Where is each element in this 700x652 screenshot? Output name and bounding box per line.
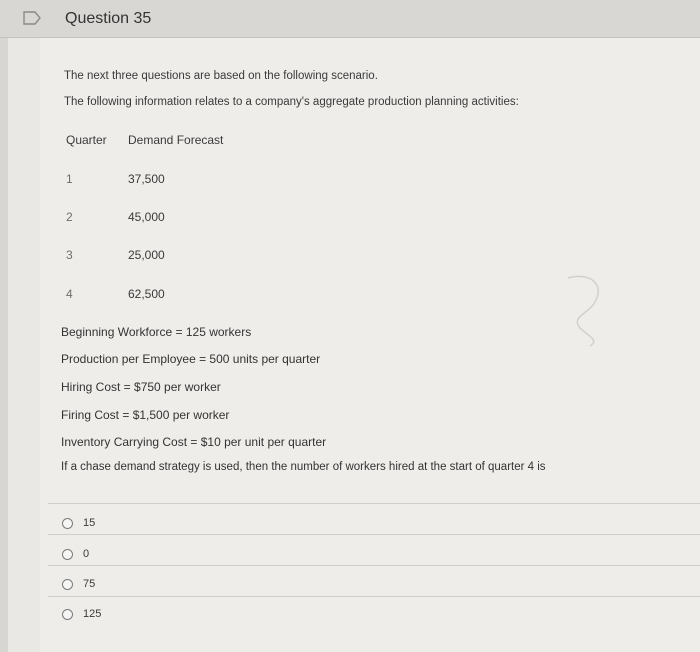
- option-label: 125: [83, 608, 102, 620]
- info-firing: Firing Cost = $1,500 per worker: [61, 408, 230, 422]
- answer-option[interactable]: [62, 546, 89, 562]
- info-inventory: Inventory Carrying Cost = $10 per unit per quarter: [61, 435, 327, 449]
- table-cell-forecast: 45,000: [128, 210, 165, 224]
- intro-line-1: The next three questions are based on the following scenario.: [64, 70, 378, 82]
- answer-option[interactable]: [62, 515, 95, 531]
- intro-line-2: The following information relates to a company's aggregate production planning activities:: [64, 96, 519, 108]
- pen-scribble: [560, 270, 610, 350]
- answer-option[interactable]: [62, 576, 95, 592]
- table-cell-forecast: 62,500: [128, 287, 165, 301]
- table-header-quarter: Quarter: [66, 133, 107, 147]
- page-edge: [0, 0, 8, 652]
- flag-icon[interactable]: [22, 10, 42, 26]
- table-cell-quarter: 1: [66, 172, 73, 186]
- answer-option[interactable]: [62, 606, 101, 622]
- question-title: Question 35: [65, 10, 152, 27]
- option-label: 75: [83, 578, 96, 590]
- info-workforce: Beginning Workforce = 125 workers: [61, 325, 252, 339]
- option-divider: [48, 596, 700, 597]
- table-header-forecast: Demand Forecast: [128, 133, 224, 147]
- option-divider: [48, 534, 700, 535]
- question-prompt: If a chase demand strategy is used, then the number of workers hired at the start of quarter 4 is: [61, 461, 546, 473]
- radio-button[interactable]: [62, 549, 73, 560]
- table-cell-quarter: 4: [66, 287, 73, 301]
- question-header: [0, 0, 700, 38]
- option-label: 0: [83, 548, 90, 560]
- option-label: 15: [83, 517, 96, 529]
- radio-button[interactable]: [62, 518, 73, 529]
- info-production: Production per Employee = 500 units per quarter: [61, 352, 321, 366]
- table-cell-quarter: 2: [66, 210, 73, 224]
- info-hiring: Hiring Cost = $750 per worker: [61, 380, 221, 394]
- radio-button[interactable]: [62, 579, 73, 590]
- table-cell-forecast: 37,500: [128, 172, 165, 186]
- option-divider: [48, 565, 700, 566]
- radio-button[interactable]: [62, 609, 73, 620]
- table-cell-quarter: 3: [66, 248, 73, 262]
- option-divider: [48, 503, 700, 504]
- table-cell-forecast: 25,000: [128, 248, 165, 262]
